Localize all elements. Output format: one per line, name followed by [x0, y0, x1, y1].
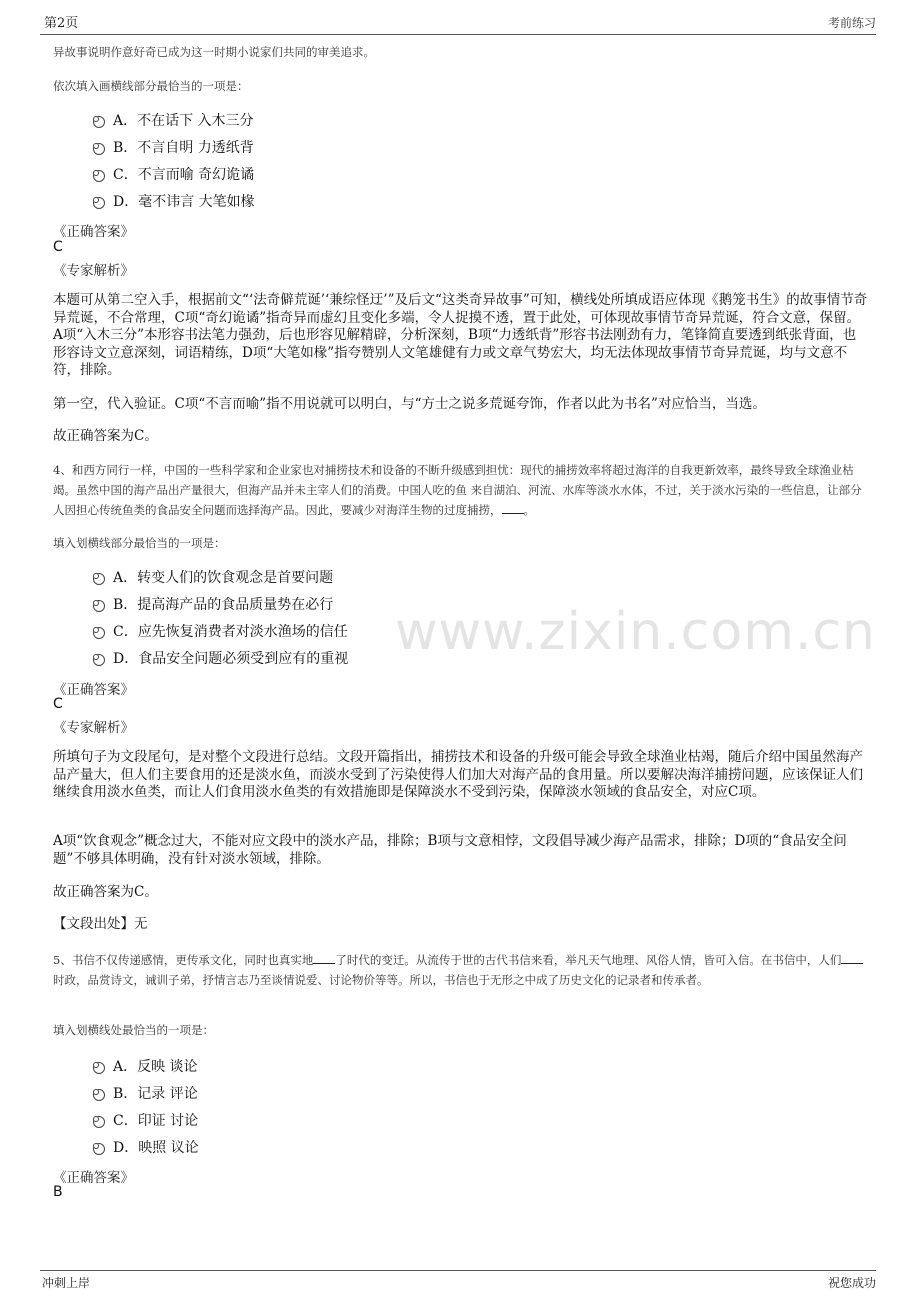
footer-right: 祝您成功 — [827, 1276, 876, 1290]
q3-analysis-label: 《专家解析》 — [53, 263, 134, 279]
q5-option-c[interactable]: C．印证 讨论 — [93, 1110, 198, 1130]
q4-option-a[interactable]: A．转变人们的饮食观念是首要问题 — [93, 567, 333, 587]
q4-option-c[interactable]: C．应先恢复消费者对淡水渔场的信任 — [93, 621, 348, 641]
radio-icon[interactable] — [93, 116, 105, 128]
q4-option-d[interactable]: D．食品安全问题必须受到应有的重视 — [93, 648, 348, 668]
q3-analysis-2: 第一空，代入验证。C项“不言而喻”指不用说就可以明白，与“方士之说多荒诞夸饰，作者以此为书名”对应恰当，当选。 — [53, 396, 766, 412]
q4-answer: C — [53, 696, 63, 712]
q4-analysis-3: 故正确答案为C。 — [53, 884, 158, 900]
q5-option-d[interactable]: D．映照 议论 — [93, 1137, 199, 1157]
radio-icon[interactable] — [93, 573, 105, 585]
q5-answer: B — [53, 1184, 63, 1200]
radio-icon[interactable] — [93, 1089, 105, 1101]
q3-analysis-3: 故正确答案为C。 — [53, 428, 158, 444]
q4-option-b[interactable]: B．提高海产品的食品质量势在必行 — [93, 594, 333, 614]
q3-option-b[interactable]: B．不言自明 力透纸背 — [93, 137, 254, 157]
radio-icon[interactable] — [93, 600, 105, 612]
q3-answer: C — [53, 239, 63, 255]
q5-answer-label: 《正确答案》 — [53, 1170, 134, 1186]
q4-analysis-1: 所填句子为文段尾句，是对整个文段进行总结。文段开篇指出，捕捞技术和设备的升级可能会导致全球渔业枯竭，随后介绍中国虽然海产品产量大，但人们主要食用的还是淡水鱼，而淡水受到了污染使得人们加大对海产品的食用量。所以要解决海洋捕捞问题，应该保证人们继续食用淡水鱼类，而让人们食用淡水鱼类的有效措施即是保障淡水不受到污染，保障淡水领域的食品安全，对应C项。 — [53, 749, 863, 800]
q4-analysis-2: A项“饮食观念”概念过大，不能对应文段中的淡水产品，排除；B项与文意相悖，文段倡导减少海产品需求，排除；D项的“食品安全问题”不够具体明确，没有针对淡水领域，排除。 — [53, 833, 847, 867]
radio-icon[interactable] — [93, 1116, 105, 1128]
q4-stem: 4、和西方同行一样，中国的一些科学家和企业家也对捕捞技术和设备的不断升级感到担忧：现代的捕捞效率将超过海洋的自我更新效率，最终导致全球渔业枯竭。虽然中国的海产品出产量很大，但海产品并未主宰人们的消费。中国人吃的鱼 来自湖泊、河流、水库等淡水水体，不过，关于淡水污染的一些信息，让部分人因担心传统鱼类的食品安全问题而选择海产品。因此，要减少对海洋生物的过度捕捞， 。 — [53, 463, 862, 517]
q3-option-a[interactable]: A．不在话下 入木三分 — [93, 110, 254, 130]
answer-blank — [313, 951, 335, 964]
header-title: 考前练习 — [827, 16, 876, 30]
q3-answer-label: 《正确答案》 — [53, 224, 134, 240]
answer-blank — [502, 501, 524, 514]
radio-icon[interactable] — [93, 654, 105, 666]
radio-icon[interactable] — [93, 1062, 105, 1074]
q4-analysis-label: 《专家解析》 — [53, 720, 134, 736]
q3-prompt: 依次填入画横线部分最恰当的一项是： — [53, 79, 249, 93]
q5-option-b[interactable]: B．记录 评论 — [93, 1083, 198, 1103]
q3-stem-tail: 异故事说明作意好奇已成为这一时期小说家们共同的审美追求。 — [53, 45, 375, 59]
q5-stem: 5、书信不仅传递感情，更传承文化，同时也真实地 了时代的变迁。从流传于世的古代书信来看，举凡天气地理、风俗人情，皆可入信。在书信中，人们时政，品赏诗文，诫训子弟，抒情言志乃至谈情说爱、讨论物价等等。所以，书信也于无形之中成了历史文化的记录者和传承者。 — [53, 950, 868, 990]
q3-option-d[interactable]: D．毫不讳言 大笔如椽 — [93, 191, 255, 211]
radio-icon[interactable] — [93, 143, 105, 155]
q3-option-c[interactable]: C．不言而喻 奇幻诡谲 — [93, 164, 254, 184]
radio-icon[interactable] — [93, 170, 105, 182]
footer-left: 冲刺上岸 — [42, 1276, 91, 1290]
q4-source: 【文段出处】无 — [53, 916, 148, 932]
q4-prompt: 填入划横线部分最恰当的一项是： — [53, 536, 226, 550]
q3-analysis-1: 本题可从第二空入手，根据前文“‘法奇僻荒诞’‘兼综怪迂’”及后文“这类奇异故事”可知，横线处所填成语应体现《鹅笼书生》的故事情节奇异荒诞，不合常理，C项“奇幻诡谲”指奇异而虚幻且变化多端，令人捉摸不透，置于此处，可体现故事情节奇异荒诞，符合文意，保留。A项“入木三分”本形容书法笔力强劲，后也形容见解精辟，分析深刻，B项“力透纸背”形容书法刚劲有力，笔锋简直要透到纸张背面，也形容诗文立意深刻，词语精练，D项“大笔如椽”指夸赞别人文笔雄健有力或文章气势宏大，均无法体现故事情节奇异荒诞，均与文意不符，排除。 — [53, 292, 868, 378]
answer-blank — [841, 951, 863, 964]
radio-icon[interactable] — [93, 1143, 105, 1155]
q5-prompt: 填入划横线处最恰当的一项是： — [53, 1023, 214, 1037]
watermark: www.zixin.com.cn — [395, 602, 876, 662]
page-footer — [40, 1270, 876, 1290]
page-number: 第2页 — [44, 16, 79, 31]
page-header — [40, 0, 876, 35]
q4-answer-label: 《正确答案》 — [53, 682, 134, 698]
radio-icon[interactable] — [93, 627, 105, 639]
q5-option-a[interactable]: A．反映 谈论 — [93, 1056, 198, 1076]
radio-icon[interactable] — [93, 197, 105, 209]
